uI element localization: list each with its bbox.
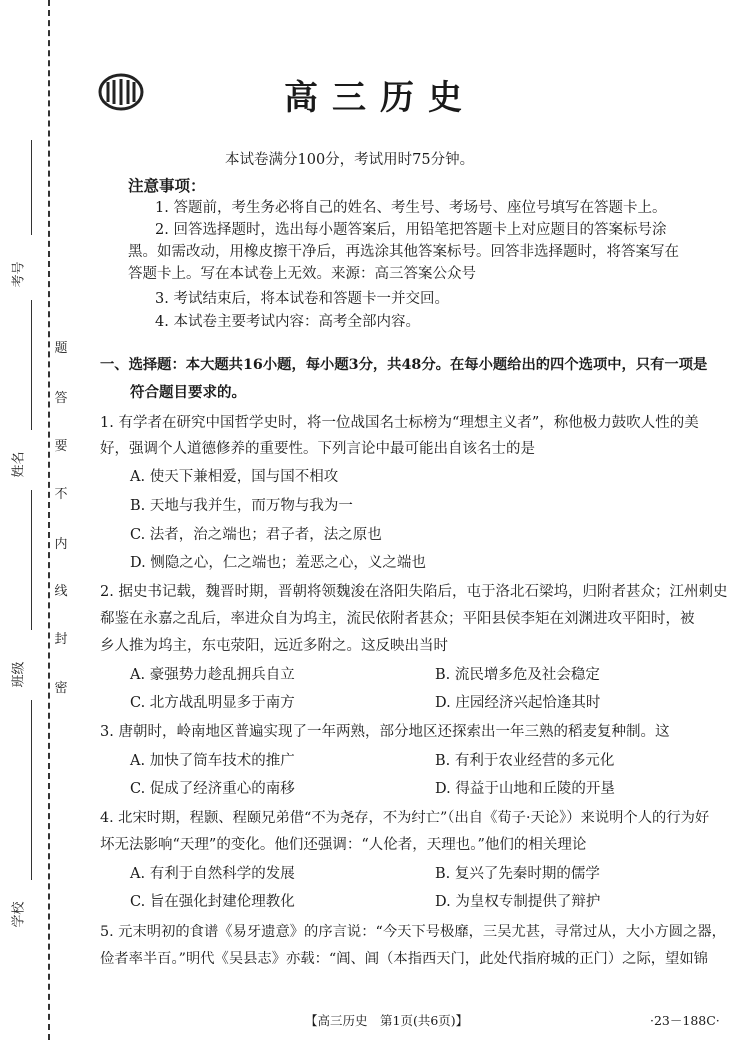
question-4-option-d[interactable]: D. 为皇权专制提供了辩护	[435, 894, 601, 910]
school-label: 学校	[11, 901, 27, 928]
school-field[interactable]	[31, 700, 32, 880]
seal-char: 封	[54, 632, 68, 647]
name-label: 姓名	[11, 451, 27, 478]
question-3-option-b[interactable]: B. 有利于农业经营的多元化	[435, 753, 615, 769]
question-3-option-c[interactable]: C. 促成了经济重心的南移	[130, 781, 295, 797]
class-label: 班级	[11, 661, 27, 688]
notice-line: 答题卡上。写在本试卷上无效。来源：高三答案公众号	[128, 266, 476, 282]
question-2-option-b[interactable]: B. 流民增多危及社会稳定	[435, 667, 600, 683]
question-2-stem: 2. 据史书记载，魏晋时期，晋朝将领魏浚在洛阳失陷后，屯于洛北石梁坞，归附者甚众；江州刺史	[100, 584, 728, 600]
page-footer: 【高三历史 第1页(共6页)】	[305, 1013, 469, 1028]
binding-dashed-line	[48, 0, 50, 1040]
notice-heading: 注意事项：	[128, 176, 206, 195]
question-2-stem: 郗鉴在永嘉之乱后，率进众自为坞主，流民依附者甚众；平阳县侯李矩在刘渊进攻平阳时，被	[100, 611, 695, 627]
section-heading-cont: 符合题目要求的。	[130, 384, 246, 401]
name-field[interactable]	[31, 300, 32, 430]
question-2-option-a[interactable]: A. 豪强势力趁乱拥兵自立	[130, 667, 295, 683]
class-field[interactable]	[31, 490, 32, 630]
question-4-stem: 4. 北宋时期，程颢、程颐兄弟借“不为尧存，不为纣亡”（出自《荀子·天论》）来说明个人的行为好	[100, 810, 710, 826]
seal-char: 内	[54, 537, 68, 552]
notice-line: 3. 考试结束后，将本试卷和答题卡一并交回。	[155, 291, 449, 307]
seal-char: 题	[54, 341, 68, 356]
exam-title: 高三历史	[284, 78, 476, 118]
paper-code: ·23－188C·	[650, 1013, 720, 1028]
question-3-stem: 3. 唐朝时，岭南地区普遍实现了一年两熟，部分地区还探索出一年三熟的稻麦复种制。这	[100, 724, 670, 740]
notice-line: 2. 回答选择题时，选出每小题答案后，用铅笔把答题卡上对应题目的答案标号涂	[155, 222, 667, 238]
question-2-stem: 乡人推为坞主，东屯荥阳，远近多附之。这反映出当时	[100, 638, 448, 654]
question-4-option-a[interactable]: A. 有利于自然科学的发展	[130, 866, 295, 882]
question-1-option-c[interactable]: C. 法者，治之端也；君子者，法之原也	[130, 527, 382, 543]
seal-char: 答	[54, 391, 68, 406]
question-3-option-a[interactable]: A. 加快了筒车技术的推广	[130, 753, 295, 769]
seal-char: 不	[54, 487, 68, 502]
seal-char: 线	[54, 584, 68, 599]
question-1-option-a[interactable]: A. 使天下兼相爱，国与国不相攻	[130, 469, 339, 485]
question-1-option-b[interactable]: B. 天地与我并生，而万物与我为一	[130, 498, 353, 514]
question-4-stem: 坏无法影响“天理”的变化。他们还强调：“人伦者，天理也。”他们的相关理论	[100, 837, 587, 853]
question-4-option-c[interactable]: C. 旨在强化封建伦理教化	[130, 894, 295, 910]
seal-char: 要	[54, 439, 68, 454]
notice-line: 黑。如需改动，用橡皮擦干净后，再选涂其他答案标号。回答非选择题时，将答案写在	[128, 244, 679, 260]
publisher-logo	[98, 72, 144, 112]
question-4-option-b[interactable]: B. 复兴了先秦时期的儒学	[435, 866, 600, 882]
question-5-stem: 俭者率半百。”明代《吴县志》亦载：“阊、阊（本指西天门，此处代指府城的正门）之际，望如锦	[100, 951, 708, 967]
question-2-option-d[interactable]: D. 庄园经济兴起恰逢其时	[435, 695, 601, 711]
question-2-option-c[interactable]: C. 北方战乱明显多于南方	[130, 695, 295, 711]
section-heading: 一、选择题：本大题共16小题，每小题3分，共48分。在每小题给出的四个选项中，只有一项是	[100, 357, 708, 373]
candidate-number-field[interactable]	[31, 140, 32, 235]
question-3-option-d[interactable]: D. 得益于山地和丘陵的开垦	[435, 781, 615, 797]
question-5-stem: 5. 元末明初的食谱《易牙遗意》的序言说：“今天下号极靡，三吴尤甚，寻常过从，大小方圆之器，	[100, 924, 726, 940]
notice-line: 1. 答题前，考生务必将自己的姓名、考生号、考场号、座位号填写在答题卡上。	[155, 200, 667, 216]
question-1-stem: 好，强调个人道德修养的重要性。下列言论中最可能出自该名士的是	[100, 441, 535, 457]
seal-char: 密	[54, 681, 68, 696]
notice-line: 4. 本试卷主要考试内容：高考全部内容。	[155, 314, 420, 330]
question-1-stem: 1. 有学者在研究中国哲学史时，将一位战国名士标榜为“理想主义者”，称他极力鼓吹人性的美	[100, 415, 699, 431]
exam-subtitle: 本试卷满分100分，考试用时75分钟。	[225, 152, 475, 168]
candidate-number-label: 考号	[11, 261, 27, 288]
question-1-option-d[interactable]: D. 恻隐之心，仁之端也；羞恶之心，义之端也	[130, 555, 426, 571]
